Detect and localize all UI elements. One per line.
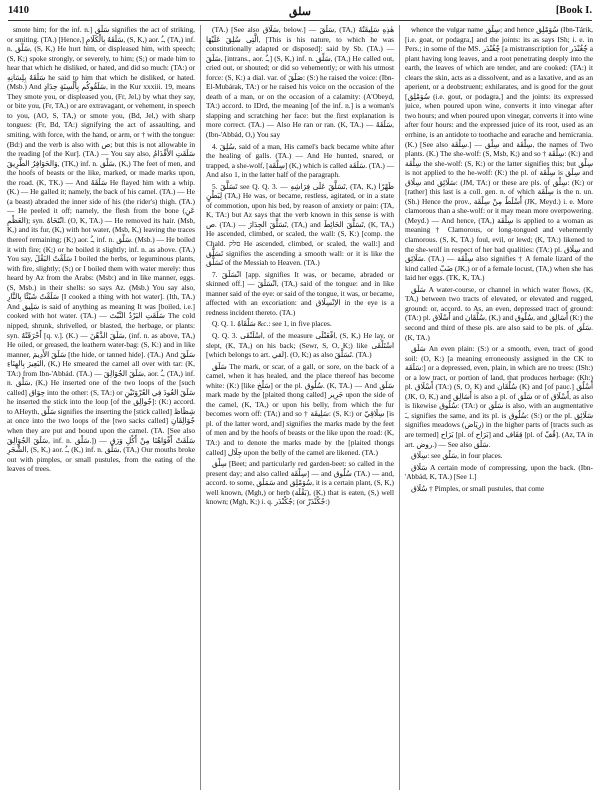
page-header <box>8 4 592 21</box>
entry-paragraph: smote him; for the inf. n.] سَلْق signifies the act of striking, or smiting. (TA.) [Hence,] سَلَقَهُ بِالْكَلَامِ, (S, K,) aor. ـُ, (TA,) inf. n. سَلْق, (S, K,) He hurt him, or displeased him, with speech; (S, K;) spoke strongly, or severely, to him; (S;) or made him to hear that which he disliked, or hated, and did so much: (TA:) or سَلَقَهُ بِلِسَانِهِ he said to him that which he disliked, or hated. (Msb.) And سَلَقُوكُم بِأَلْسِنَةٍ حِدَادٍ, in the Kur xxxiii. 19, means They smote you, or displeased you, (Fr, Jel,) by what they say, or bite you, (Fr, TA,) or are extravagant, or vehement, in speech to you, (AO, S, TA,) or smote you, (Bd, Jel,) with sharp tongues: (Fr, Bd, TA:) signifying the act of assaulting, and smiting, with force, with the hand, or arm, or † with the tongue: (Bd:) and the verb is also with ص; but this is not allowable in the reading [of the Kur]. (TA.) — You say also, سَلَقَتِ الأَقْدَامُ وَالحَوَافِرُ الطَّرِيقَ, (TK,) inf. n. سَلْق, (K,) The feet of men, and the hoofs of beasts or the like, marked, or made marks upon, the road. (K, TK.) — And سَلَقَهُ He flayed him with a whip. (K.) — He galled it; namely, the back of his camel. (TA.) — He (a beast) abraded the inner side of his (the rider's) thigh. (TA.) — He peeled it off; namely, the flesh from the bone (عَنِ العَظْمِ); syn. انْتَحَاهُ. (O, K, TA.) — He removed its hair. (Msb, K,) and its fur, (K,) with hot water, (Msb, K,) leaving the traces thereof remaining; (K;) aor. ـُ, inf. n. سَلْق. (Msb.) — He boiled it with fire; (K;) or he boiled it slightly; inf. n. as above. (TA.) You say, سَلَقْتُ البَقْلَ I boiled the herbs, or leguminous plants, with fire, slightly; (S;) or I boiled them with water merely: thus heard by Az from the Arabs: (Msb:) and in like manner, eggs. (S, Msb.) in their shells: so says Az. (Msb.) You say also, سَلَقْتُ شَيْئًا بِالنَّارِ [I cooked a thing with hot water]. (Ith, TA.) And سَلِيق is said of anything as meaning It was [boiled, i.e.] cooked with hot water. (TA.) — سَلَقَتِ البَرْدُ النَّبْتَ The cold nipped, shrunk, shrivelled, or blasted, the herbage, or plants: syn. أَحْرَقَتْهُ [q. v.]. (K.) — سَلَقَ الدَّهْنَ, (inf. n. as above, TA,) He oiled, or greased, the leathern water-bag: (S, K:) and in like manner, سَلَقَ الأَدِيمَ [the hide, or tanned hide]. (TA.) And سَلَقَ البَعِيرَ بِالهِنَاءِ, (K,) He smeared the camel all over with tar: (K, TA:) from Ibn-'Abbád. (TA.) — سَلَقَ الجُوَالِقَ, aor. ـُ, (TA,) inf. n. سَلْق, (K,) He inserted one of the two loops of the [such called] حِوَاق into the other: (S, TA:) or سَلَقَ العُودَ فِي العُرْوَتَيْنِ he inserted the stick into the loop [of the جُوالِق]: (K:) accord. to AHeyth, سَلْق signifies the inserting the [stick called] شِظَاظ at once into the two loops of the [two sacks called] جُوَالِقَانِ when they are put and bound upon the camel. (TA. [See also سَلَقَ الجُوَالِقَ, inf. n. سَلْق.]) — سَلَقَتْ أَفْوَاهُنَا مِنْ أَكْلِ وَرَقِ الشَّجَرِ, (S, K,) aor. ـُ, (K,) inf. n. سَلْق, (TA,) Our mouths broke out with pimples, or small pustules, from the eating of the leaves of trees. <box>7 25 195 474</box>
entry-paragraph: سِلْق [Beet; and particularly red garden-beet: so called in the present day; and also called سِلْقَة] — and سُلُوق (TA.) — and, accord. to some, سَمَلَق and سُوَمْلِق, it is a certain plant, (S, K,) well known, (Mgh,) or herb (بَقْلَة), (K,) that is eaten, (S,) well known; (Mgh, K;) i. q. جُكْنْدَر; (or جُكْنْدَرْ:) <box>206 459 394 507</box>
column-3 <box>405 25 593 790</box>
entry-paragraph: Q. Q. 3. اسْلَنْقَى, of the measure افْعَنْلَى, (S, K,) He lay, or slept, (K, TA,) on his back; (Sewr, S, O, K;) like اسْتَلْقَى [which belongs to art. لقي]. (O, K;) as also تَسَلَّقَ. (TA.) <box>206 330 394 360</box>
entry-paragraph: سَلَق An even plain: (S:) or a smooth, even, tract of good soil: (O, K:) [a meaning erroneously assigned in the CK to سَلَقَة:] or a depressed, even, plain, in which are no trees: (ISh:) or a low tract, or portion of land, that produces herbage: (Kh:) pl. أَسْلَاق (TA:) (S, O, K) and سُلْقَان (K) and [of pauc.] أَسْلُق (JK, O, K,) and أَسَالِق is also a pl. of سَلَق or of أَسْلَاق, as also is likewise سُلُوق: (TA:) or سَلَق is also, with an augmentative ـَ, signifies the same, and its pl. is سُلُوق: (S:) or the pl. سَلَائِق signifies meadows (رِيَاض) in the higher parts of [tracts such as are termed] بَرَاح [pl. of بَرَاح] and قِفَاف [pl. of قُفّ]. (Az, TA in art. روض.) — See also سَلَق. <box>405 344 593 449</box>
column-divider <box>200 25 201 790</box>
entry-paragraph: whence the vulgar name سِلْق; and hence سُوَمْلِق (Ibn-Tárik, [i.e. goat, or podagra,] and the joints: its as says ISh; i. e. in Pers.; in some of the MS. چُغُنْدَر [a mistranscription for چُغُنْدَر a plant having long leaves, and a root penetrating deeply into the earth, the leaves of which are tender, and are cooked: (TA:) it clears the skin, acts as a dissolvent, and as a laxative, and as an aperient, or a deobstruent; exhilarates, and is good for the gout [سُوَمْلِق (i.e. gout, or podagra,] and the joints: its expressed juice, when poured upon wine, converts it into vinegar after two hours; and when poured upon vinegar, converts it into wine after four hours: and the expressed juice of its root, used as an errhine, is an antidote to toothache and earache and hemicrania. (K.) [See also سِلْقَة.] — سِلْق and سِلْقَة, the names of Two plants. (K.) The she-wolf: (S, Msb, K;) and so † سِلْقَة: (K:) and سِلْقَة the she-wolf: (S, K:) or the latter signifies this; but سِلْق is not applied to the he-wolf: (K:) the pl. of سِلْقَة is سِلَق and سِلَاق and سَلَائِق: (JM, TA:) or these are pls. of سِلْق: (K:) or [rather] this last is a coll. gen. n. of which سِلْقَة is the n. un. (Sh.) Hence the prov., أَسْلَطُ مِنْ سِلْقَة (JK, Meyd.) i. e. More clamorous than a she-wolf: or it may mean more overpowering. (Meyd.) — And hence, (TA,) سِلْقَة is applied to a woman as meaning † Clamorous, or long-tongued and vehemently clamorous. (S, K, TA.) foul, evil, or lewd; (K, TA:) likened to the she-wolf in respect of her bad qualities: (TA:) pl. سِلَاق and سَلَائِق. (TA.) — سِلْقَة also signifies † A female lizard of the kind called ضَبّ (JK,) or of a female locust, (TA,) when she has laid her eggs. (TK, K, TA.) <box>405 25 593 283</box>
entry-paragraph: 5. تَسَلَّقَ see Q. Q. 3. — تَسَلَّقَ عَلَى فِرَاشِهِ, (TA, K,) ظَهْرًا لِبَطْنٍ (TA,) He was, or became, restless, agitated, or in a state of commotion, upon his bed, by reason of anxiety or pain: (TA, K, TA:) but Az says that the verb known in this sense is with ص. (TA.) — تَسَلَّقَ الجِدَارَ, (TA,) and تَسَلَّقَ الحَائِطَ, (K, TA,) He ascended, climbed, or scaled, the wall: (S, K:) [comp. the Chald. סלק He ascended, climbed, or scaled, the wall:] and تَسَلُّق signifies the ascending a smooth wall: or it is like the تَسَلُّق of the Messiah to Heaven. (TA.) <box>206 181 394 268</box>
entry-paragraph: Q. Q. 1. سَلْقَاهُ &c.: see 1, in five places. <box>212 319 332 329</box>
entry-paragraph: 4. سُلِقَ, said of a man, His camel's back became white after the healing of galls. (TA.) — And He hunted, snared, or trapped, a she-wolf, [سِلْقَة] (K,) which is called سَلَقَة. (TA.) — And also 1, in the latter half of the paragraph. <box>206 141 394 180</box>
page-number: 1410 <box>8 5 29 16</box>
entry-paragraph: (TA.) [See also سَلَاق, below.] — سَلَقَ, (TA,) هٰذِهِ سَلِيقَتُهُ الَّتِى سُلِقَ عَلَيْهَا, [This is his nature, to which he was constitutionally adapted or disposed]: said by Sb. (TA.) — سَلَقَ, [intrans., aor. ـُ,] (S, K,) inf. n. سَلْق, (TA,) He called out, cried out, or shouted; or did so vehemently; or with his utmost force: (S, K:) a dial. var. of صَلَقَ: (S:) he raised the voice: (Ibn-El-Mubárak, TA:) or he raised his voice on the occasion of the death of a man, or on the occasion of a calamity: (A'Obeyd, TA:) accord. to IDrd, the meaning [of the inf. n.] is a woman's slapping and scratching her face: but the first explanation is more correct. (TA.) — Also He ran or ran. (K, TA.) — سَلَقَهُ, (Ibn-'Abbád, O,) You say <box>206 25 394 140</box>
entry-paragraph: سُلَاق † Pimples, or small pustules, that come <box>411 483 545 493</box>
book-label: [Book I. <box>555 5 592 16</box>
column-1 <box>7 25 195 790</box>
entry-paragraph: سَلَق The mark, or scar, of a gall, or sore, on the back of a camel, when it has healed, and the place thereof has become white: (K:) [like سَلْخ] or the pl. سُلُوق. (K, TA.) — And سَلَق mark made by the [plaited thong called] جَرِير upon the side of the camel, (K, TA,) or upon his belly, from which the fur becomes worn off: (TA;) and so † سَلِيقَة: (S, K:) or سِلَاقِيّ [is pl. of the latter word, and] signifies the marks made by the feet of men and by the hoofs of beasts or the like upon the road: (K, TA:) and to denote the marks made by the [plaited thongs called] جِلَال upon the belly of the camel are likened. (TA.) <box>206 361 394 457</box>
entry-paragraph: 7. انْسَلَقَ [app. signifies It was, or became, abraded or skinned off.] — انْسَلَقَ, (TA,) said of the tongue: and in like manner said of the eye: or said of the tongue, it was, or became, affected with an excoriation: and الاِنْسِلَاق in the eye is a redness incident thereto. (TA.) <box>206 269 394 317</box>
entry-paragraph: سَلَق A water-course, or channel in which water flows, (K, TA,) between two tracts of elevated, or elevated and rugged, ground: or, accord. to As, an even, depressed tract of ground: (TA:) pl. أَسْلَاق and سُلْقَان, (K,) and سُلُوق, and أَسَالِق (K:) the second and third of these pls. are also said to be pls. of سَلَق. (K, TA.) <box>405 284 593 342</box>
column-divider <box>399 25 400 790</box>
entry-paragraph: سَلَاق A certain mode of compressing, upon the back. (Ibn-'Abbád, K, TA.) [See 1.] <box>405 462 593 482</box>
running-headword: سلق <box>288 6 312 18</box>
entry-paragraph: سِلَاق: see سَلْق, in four places. <box>411 451 503 461</box>
column-2 <box>206 25 394 790</box>
